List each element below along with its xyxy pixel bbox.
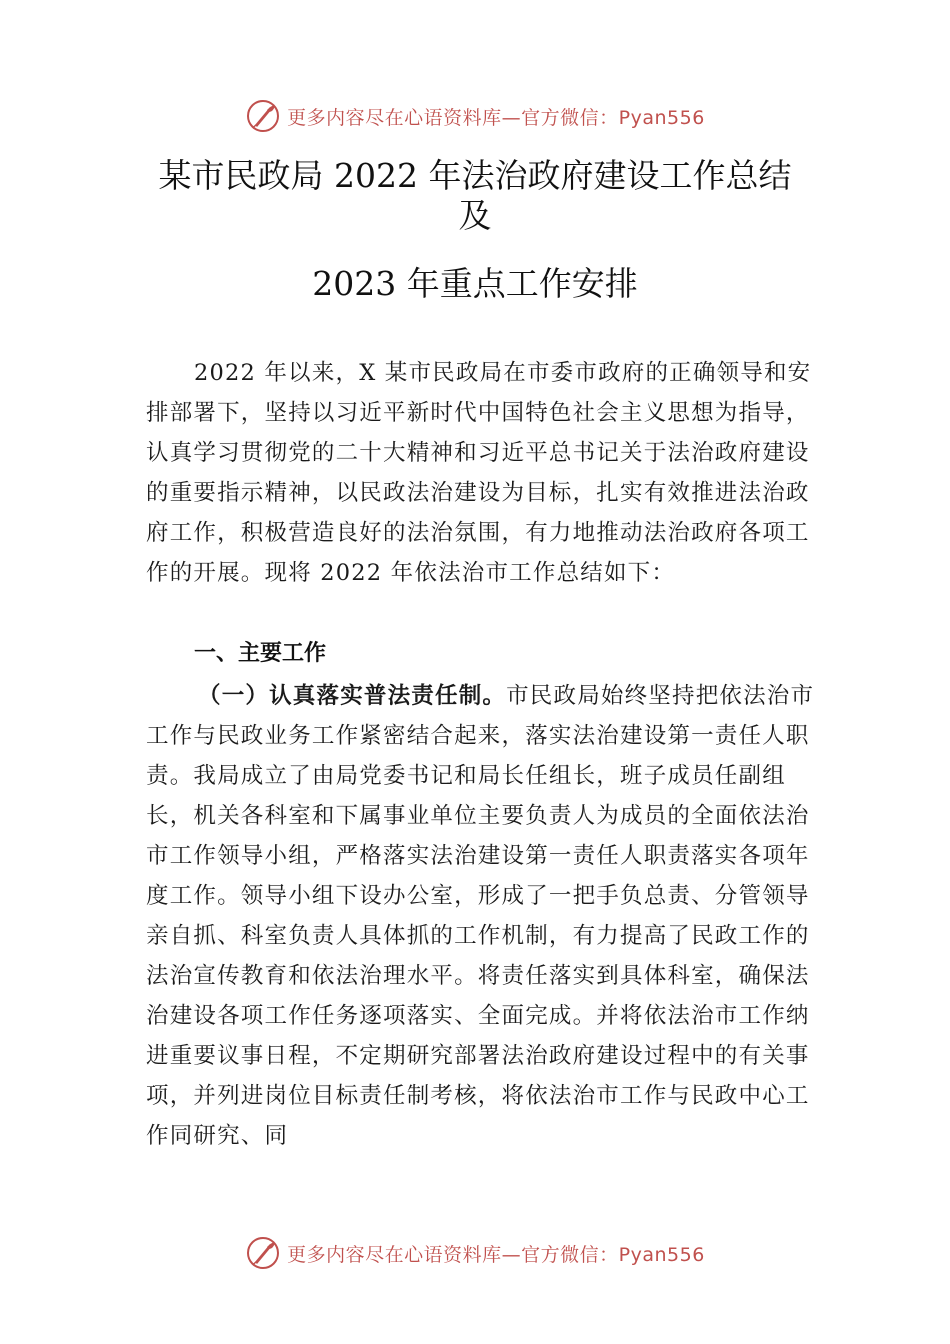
section-1-paragraph [146,676,826,1156]
intro-paragraph: 2022 年以来，X 某市民政局在市委市政府的正确领导和安排部署下，坚持以习近平新时代中国特色社会主义思想为指导，认真学习贯彻党的二十大精神和习近平总书记关于法治政府建设的重要指示精神，以民政法治建设为目标，扎实有效推进法治政府工作，积极营造良好的法治氛围，有力地推动法治政府各项工作的开展。现将 2022 年依法治市工作总结如下： [146,360,812,586]
section-heading-main-work: 一、主要工作 [194,641,327,666]
watermark-header [0,96,950,136]
section-1-body: 市民政局始终坚持把依法治市工作与民政业务工作紧密结合起来，落实法治建设第一责任人职责。我局成立了由局党委书记和局长任组长，班子成员任副组长，机关各科室和下属事业单位主要负责人为成员的全面依法治市工作领导小组，严格落实法治建设第一责任人职责落实各项年度工作。领导小组下设办公室，形成了一把手负总责、分管领导亲自抓、科室负责人具体抓的工作机制，有力提高了民政工作的法治宣传教育和依法治理水平。将责任落实到具体科室，确保法治建设各项工作任务逐项落实、全面完成。并将依法治市工作纳进重要议事日程，不定期研究部署法治政府建设过程中的有关事项，并列进岗位目标责任制考核，将依法治市工作与民政中心工作同研究、同 [146,683,815,1149]
watermark-footer [0,1233,950,1273]
watermark-text: 更多内容尽在心语资料库—官方微信：Pyan556 [287,1243,705,1266]
document-title-line-2: 及 [458,196,492,235]
watermark-text: 更多内容尽在心语资料库—官方微信：Pyan556 [287,106,705,129]
quill-logo-icon [245,98,281,134]
document-title-line-1: 某市民政局 2022 年法治政府建设工作总结 [158,156,792,195]
section-1-title: （一）认真落实普法责任制。 [198,683,507,709]
document-title-line-3: 2023 年重点工作安排 [312,264,638,303]
quill-logo-icon [245,1235,281,1271]
